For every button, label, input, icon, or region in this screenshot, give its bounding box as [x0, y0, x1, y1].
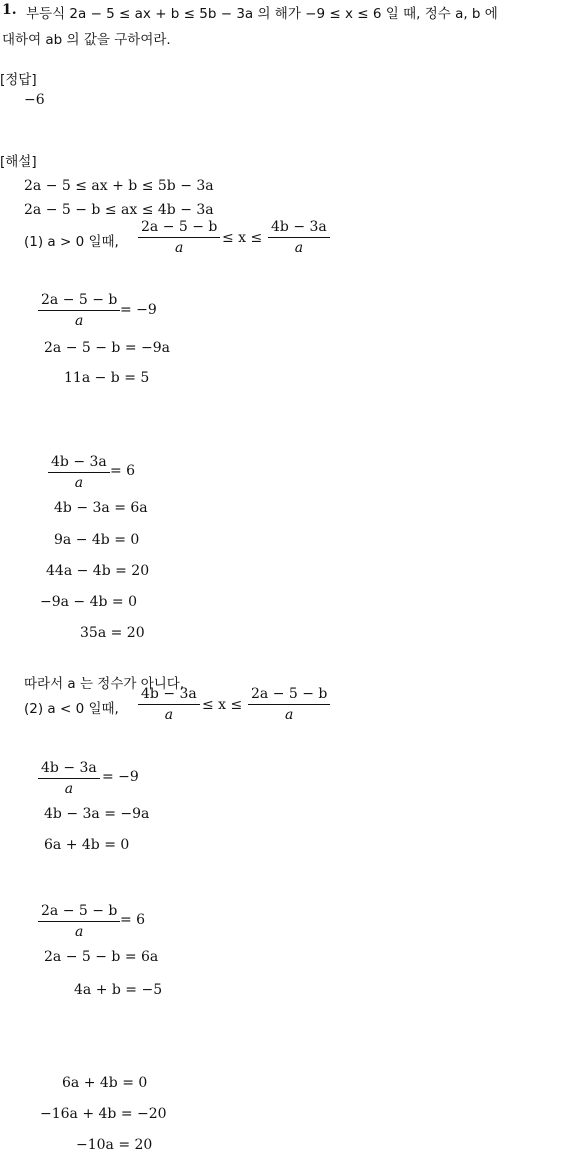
block3-numerator: 4b − 3a [38, 761, 100, 779]
case2-right-numerator: 2a − 5 − b [248, 687, 330, 705]
block4-line-2: 4a + b = −5 [74, 982, 163, 998]
case1-left-numerator: 2a − 5 − b [138, 220, 220, 238]
case1-right-fraction [268, 220, 330, 255]
solution-heading: [해설] [0, 154, 37, 170]
block2-line-2: 9a − 4b = 0 [54, 532, 140, 548]
block4-rhs: = 6 [120, 912, 146, 928]
block1-rhs: = −9 [120, 302, 157, 318]
block2-fraction [48, 455, 110, 490]
block1-fraction [38, 293, 120, 328]
case2-left-numerator: 4b − 3a [138, 687, 200, 705]
solution-eq-1: 2a − 5 ≤ ax + b ≤ 5b − 3a [24, 178, 214, 194]
block2-line-3: 44a − 4b = 20 [46, 563, 150, 579]
block4-line-1: 2a − 5 − b = 6a [44, 949, 159, 965]
block3-line-1: 4b − 3a = −9a [44, 806, 150, 822]
case1-prefix: (1) a > 0 일때, [24, 234, 119, 250]
case2-prefix: (2) a < 0 일때, [24, 701, 119, 717]
block5-line-2: −16a + 4b = −20 [40, 1106, 167, 1122]
answer-heading: [정답] [0, 72, 37, 88]
block3-line-2: 6a + 4b = 0 [44, 837, 130, 853]
case1-mid: ≤ x ≤ [222, 230, 263, 246]
block1-line-2: 11a − b = 5 [64, 370, 150, 386]
block5-line-3: −10a = 20 [76, 1137, 153, 1153]
case1-right-numerator: 4b − 3a [268, 220, 330, 238]
case2-mid: ≤ x ≤ [202, 697, 243, 713]
case2-right-fraction [248, 687, 330, 722]
conclusion-1: 따라서 a 는 정수가 아니다. [24, 676, 185, 692]
case1-left-fraction [138, 220, 220, 255]
case2-left-denominator: a [164, 707, 174, 723]
case2-right-denominator: a [285, 707, 294, 723]
block3-denominator: a [64, 781, 74, 797]
block4-numerator: 2a − 5 − b [38, 904, 120, 922]
block1-numerator: 2a − 5 − b [38, 293, 120, 311]
problem-line-1: 부등식 2a − 5 ≤ ax + b ≤ 5b − 3a 의 해가 −9 ≤ x ≤ 6 일 때, 정수 a, b 에 [26, 6, 498, 22]
case1-left-denominator: a [175, 240, 184, 256]
problem-number: 1. [2, 2, 17, 18]
problem-line-2: 대하여 ab 의 값을 구하여라. [2, 32, 171, 48]
block1-line-1: 2a − 5 − b = −9a [44, 340, 170, 356]
block3-rhs: = −9 [102, 769, 139, 785]
answer-value: −6 [24, 92, 45, 108]
block1-denominator: a [75, 313, 84, 329]
block2-line-1: 4b − 3a = 6a [54, 500, 148, 516]
block4-fraction [38, 904, 120, 939]
case1-right-denominator: a [294, 240, 304, 256]
block2-rhs: = 6 [110, 463, 136, 479]
block2-denominator: a [74, 475, 84, 491]
block2-line-4: −9a − 4b = 0 [40, 594, 138, 610]
case2-left-fraction [138, 687, 200, 722]
block2-numerator: 4b − 3a [48, 455, 110, 473]
block5-line-1: 6a + 4b = 0 [62, 1075, 148, 1091]
block2-line-5: 35a = 20 [80, 625, 145, 641]
solution-eq-2: 2a − 5 − b ≤ ax ≤ 4b − 3a [24, 202, 214, 218]
block3-fraction [38, 761, 100, 796]
block4-denominator: a [75, 924, 84, 940]
